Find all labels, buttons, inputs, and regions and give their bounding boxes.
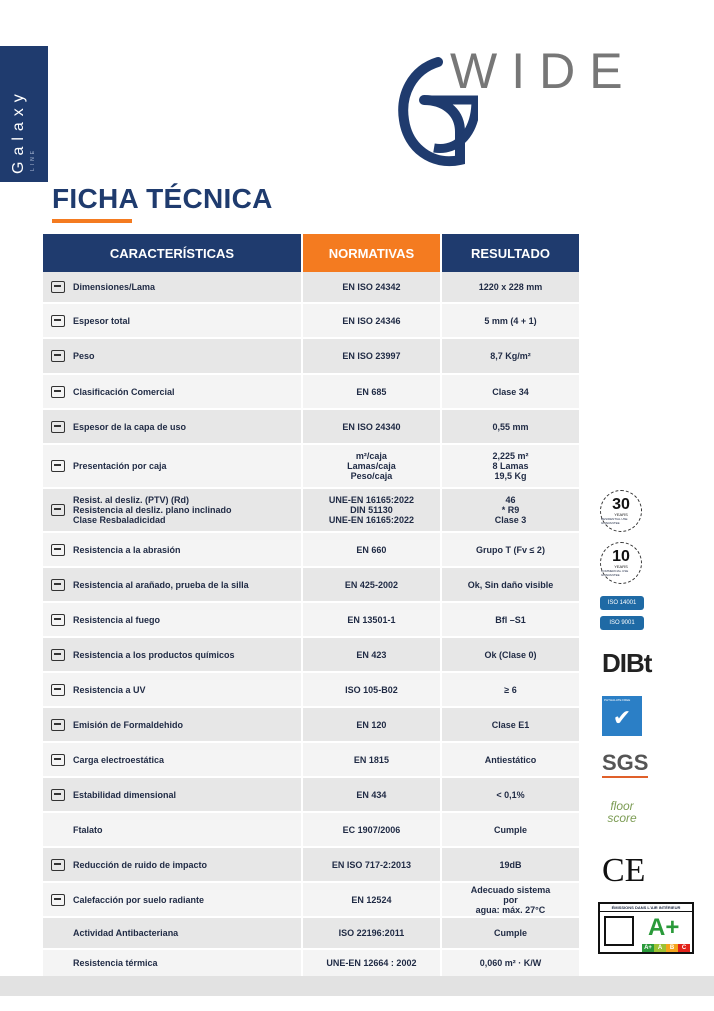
characteristic-label: Peso [73,351,95,361]
scratch-icon [51,579,65,591]
cell-standard: EN 434 [303,778,440,813]
emissions-grade: A+ [648,914,680,941]
cell-characteristic [43,489,301,533]
formaldehyde-icon [51,719,65,731]
cell-characteristic [43,603,301,638]
characteristic-label: Resistencia a la abrasión [73,544,181,555]
emissions-header: ÉMISSIONS DANS L'AIR INTÉRIEUR [600,904,692,912]
header-result: RESULTADO [442,234,579,272]
title-underline [52,219,132,223]
wear-layer-icon [51,421,65,433]
specs-table [41,234,581,996]
cell-characteristic [43,533,301,568]
cell-characteristic [43,638,301,673]
sgs-badge: SGS [602,750,648,778]
cell-result: 2,225 m² 8 Lamas 19,5 Kg [442,445,579,489]
ce-mark: CE [602,852,646,889]
weight-icon [51,350,65,362]
table-row [43,673,579,708]
iso-9001-badge: ISO 9001 [600,616,644,630]
cell-standard: EN 1815 [303,743,440,778]
cell-characteristic [43,339,301,375]
characteristic-label: Espesor de la capa de uso [73,421,187,432]
table-row [43,950,579,978]
cell-result: Adecuado sistema por agua: máx. 27°C [442,883,579,918]
cell-standard: EN 685 [303,375,440,410]
cell-result: Clase E1 [442,708,579,743]
fire-icon [51,614,65,626]
cell-result: Antiestático [442,743,579,778]
cell-result: Ok, Sin daño visible [442,568,579,603]
cell-characteristic [43,883,301,918]
page-title: FICHA TÉCNICA [52,183,273,214]
characteristic-label: Espesor total [73,315,131,326]
emissions-label [598,902,694,954]
characteristic-label: Resistencia a los productos químicos [73,649,235,660]
table-row [43,708,579,743]
table-row [43,638,579,673]
side-subtitle: LINE [30,147,36,171]
bottom-bar [0,976,714,996]
cell-standard: m²/caja Lamas/caja Peso/caja [303,445,440,489]
impact-noise-icon [51,859,65,871]
characteristic-label: Resistencia al fuego [73,614,161,625]
cell-characteristic [43,848,301,883]
characteristic-label: Resistencia a UV [73,684,146,695]
characteristic-label: Reducción de ruido de impacto [73,859,208,870]
cell-characteristic [43,304,301,339]
side-tab [0,46,48,182]
characteristic-label: Presentación por caja [73,461,167,471]
cell-standard: EN ISO 24340 [303,410,440,445]
scale-a-plus: A+ [642,944,654,952]
cell-standard: EN ISO 24346 [303,304,440,339]
logo-word: WIDE [450,43,637,99]
slip-icon [51,504,65,516]
commercial-guarantee-badge [600,542,642,584]
cell-standard: EN 13501-1 [303,603,440,638]
characteristic-label: Calefacción por suelo radiante [73,894,205,905]
cell-result: ≥ 6 [442,673,579,708]
characteristic-label: Resistencia térmica [73,958,158,969]
residential-guarantee-badge [600,490,642,532]
cell-characteristic [43,673,301,708]
cell-characteristic [43,445,301,489]
characteristic-label: Resistencia al arañado, prueba de la silla [73,579,249,590]
floorscore-badge: floor score [607,799,637,825]
abrasion-icon [51,544,65,556]
cell-standard: EN 423 [303,638,440,673]
cell-result: 0,55 mm [442,410,579,445]
iso-14001-badge: ISO 14001 [600,596,644,610]
header-characteristics: CARACTERÍSTICAS [43,234,301,272]
dimensional-stability-icon [51,789,65,801]
phthalate-free-badge [602,696,642,736]
cell-result: 8,7 Kg/m² [442,339,579,375]
cell-standard: EN ISO 24342 [303,272,440,304]
house-icon [604,916,634,946]
cell-characteristic [43,743,301,778]
characteristic-label: Emisión de Formaldehido [73,719,184,730]
cell-standard: EC 1907/2006 [303,813,440,848]
residential-ring-text: RESIDENTIAL USE GUARANTEE [601,517,628,525]
table-row [43,272,579,304]
table-row [43,445,579,489]
cell-standard: ISO 22196:2011 [303,918,440,950]
table-row [43,339,579,375]
cell-standard: EN ISO 717-2:2013 [303,848,440,883]
table-row [43,848,579,883]
cell-result: 5 mm (4 + 1) [442,304,579,339]
cell-standard: UNE-EN 12664 : 2002 [303,950,440,978]
table-row [43,489,579,533]
cell-characteristic [43,918,301,950]
table-row [43,743,579,778]
cell-result: Cumple [442,918,579,950]
cell-characteristic [43,410,301,445]
phthalate-text: PHTHALATE FREE [604,698,631,702]
characteristic-label: Ftalato [73,824,103,835]
cell-result: Clase 34 [442,375,579,410]
cell-characteristic [43,568,301,603]
characteristic-label: Estabilidad dimensional [73,789,177,800]
side-title: Galaxy [10,88,27,174]
table-row [43,568,579,603]
cell-result: 19dB [442,848,579,883]
uv-icon [51,684,65,696]
commercial-years-label: YEARS [614,564,628,569]
cell-result: Bfl –S1 [442,603,579,638]
residential-years: 30 [612,496,630,513]
table-row [43,813,579,848]
characteristic-label: Dimensiones/Lama [73,282,156,292]
emissions-scale [642,944,690,952]
table-row [43,603,579,638]
table-row [43,533,579,568]
thickness-icon [51,315,65,327]
characteristic-label: Actividad Antibacteriana [73,928,179,939]
check-icon: ✔ [612,705,632,730]
table-row [43,778,579,813]
commercial-class-icon [51,386,65,398]
scale-c: C [678,944,690,952]
cell-characteristic [43,375,301,410]
cell-standard: EN 12524 [303,883,440,918]
scale-a: A [654,944,666,952]
cell-standard: EN 120 [303,708,440,743]
table-row [43,410,579,445]
table-row [43,375,579,410]
characteristic-label: Resist. al desliz. (PTV) (Rd) Resistencia al desliz. plano inclinado Clase Resbaladicidad [73,495,232,525]
commercial-years: 10 [612,548,630,565]
box-icon [51,460,65,472]
underfloor-heating-icon [51,894,65,906]
table-row [43,304,579,339]
characteristic-label: Carga electroestática [73,754,165,765]
cell-characteristic [43,778,301,813]
cell-result: < 0,1% [442,778,579,813]
cell-characteristic [43,272,301,304]
logo [398,40,658,170]
commercial-ring-text: COMMERCIAL USE GUARANTEE [601,569,629,577]
chemical-icon [51,649,65,661]
cell-standard: EN ISO 23997 [303,339,440,375]
cell-result: Grupo T (Fv ≤ 2) [442,533,579,568]
dibt-badge: DIBt [602,648,652,678]
table-row [43,883,579,918]
cell-result: 46 * R9 Clase 3 [442,489,579,533]
cell-characteristic [43,708,301,743]
cell-result: Ok (Clase 0) [442,638,579,673]
cell-standard: UNE-EN 16165:2022 DIN 51130 UNE-EN 16165:2022 [303,489,440,533]
header-standards: NORMATIVAS [303,234,440,272]
cell-standard: EN 425-2002 [303,568,440,603]
cell-characteristic [43,950,301,978]
electrostatic-icon [51,754,65,766]
scale-b: B [666,944,678,952]
cell-characteristic [43,813,301,848]
characteristic-label: Clasificación Comercial [73,386,175,397]
dimensions-icon [51,281,65,293]
residential-years-label: YEARS [614,512,628,517]
cell-result: 1220 x 228 mm [442,272,579,304]
cell-standard: ISO 105-B02 [303,673,440,708]
cell-standard: EN 660 [303,533,440,568]
cell-result: 0,060 m² · K/W [442,950,579,978]
cell-result: Cumple [442,813,579,848]
table-row [43,918,579,950]
